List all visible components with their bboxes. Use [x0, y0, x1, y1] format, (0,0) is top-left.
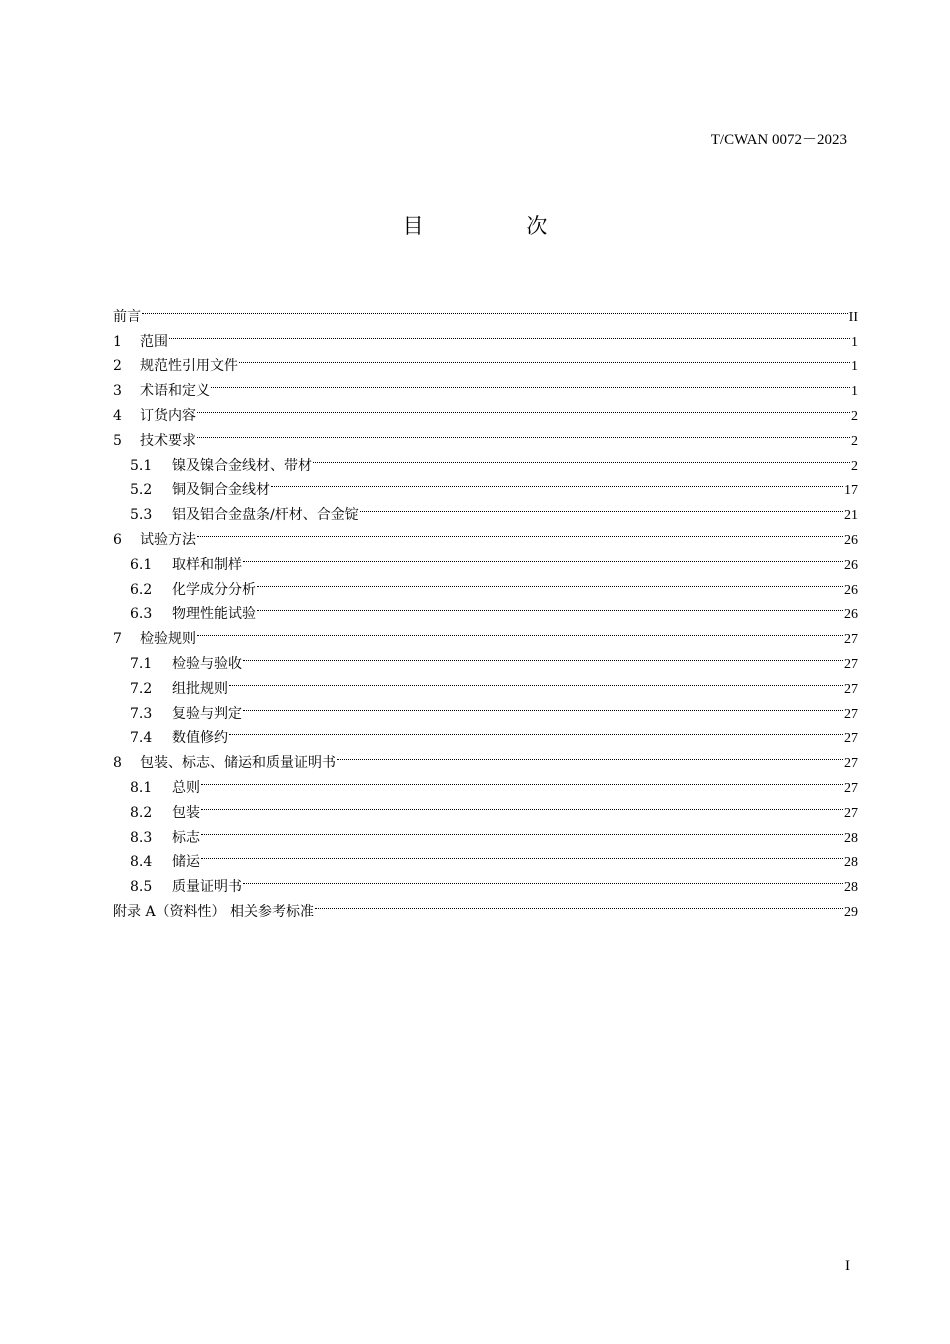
toc-entry-page: 26 — [844, 607, 858, 623]
toc-entry[interactable] — [113, 544, 858, 573]
toc-entry-number: 7.4 — [130, 730, 153, 747]
toc-entry-page: 28 — [844, 830, 858, 846]
toc-entry-number: 8.3 — [130, 829, 153, 846]
toc-entry-label: 规范性引用文件 — [140, 358, 238, 375]
toc-entry-number: 2 — [113, 358, 122, 375]
toc-entry-label: 数值修约 — [172, 730, 228, 747]
toc-entry-label: 前言 — [113, 308, 141, 325]
toc-entry-page: 26 — [844, 532, 858, 548]
toc-entry-page: 28 — [844, 880, 858, 896]
toc-entry-label: 铝及铝合金盘条/杆材、合金锭 — [172, 507, 359, 524]
toc-entry-label: 组批规则 — [172, 680, 228, 697]
toc-entry-number: 8.1 — [130, 779, 153, 796]
toc-entry-number: 4 — [113, 407, 122, 424]
toc-entry-label: 术语和定义 — [140, 383, 210, 400]
toc-dot-leader — [201, 817, 843, 842]
toc-entry[interactable] — [113, 321, 858, 350]
toc-entry-label: 取样和制样 — [172, 556, 242, 573]
toc-dot-leader — [201, 767, 843, 792]
toc-entry-number: 1 — [113, 333, 122, 350]
toc-entry-number: 5 — [113, 432, 122, 449]
toc-entry-number: 5.2 — [130, 482, 153, 499]
toc-entry-page: 26 — [844, 557, 858, 573]
toc-entry-page: 2 — [851, 458, 858, 474]
toc-entry-page: 27 — [844, 780, 858, 796]
toc-entry-page: 27 — [844, 632, 858, 648]
toc-entry[interactable] — [113, 420, 858, 449]
toc-entry-label: 化学成分分析 — [172, 581, 256, 598]
toc-entry-number: 6.3 — [130, 606, 153, 623]
toc-dot-leader — [243, 866, 843, 891]
toc-entry[interactable] — [113, 842, 858, 871]
toc-entry-label: 总则 — [172, 779, 200, 796]
toc-dot-leader — [257, 594, 843, 619]
toc-dot-leader — [211, 370, 850, 395]
toc-dot-leader — [197, 395, 850, 420]
toc-dot-leader — [201, 842, 843, 867]
toc-entry-number: 7.1 — [130, 655, 153, 672]
toc-entry-page: 27 — [844, 656, 858, 672]
toc-dot-leader — [201, 792, 843, 817]
toc-entry-page: 2 — [851, 433, 858, 449]
toc-entry[interactable] — [113, 866, 858, 896]
toc-entry-number: 7.2 — [130, 680, 153, 697]
toc-entry-number: 5.1 — [130, 457, 153, 474]
toc-entry-page: 27 — [844, 756, 858, 772]
toc-entry-number: 8.4 — [130, 854, 153, 871]
toc-dot-leader — [271, 470, 843, 495]
toc-entry-number: 6 — [113, 531, 122, 548]
toc-entry-number: 6.2 — [130, 581, 153, 598]
toc-dot-leader — [169, 321, 850, 346]
toc-entry-page: 27 — [844, 706, 858, 722]
toc-entry-number: 5.3 — [130, 507, 153, 524]
toc-entry-label: 检验规则 — [140, 631, 196, 648]
toc-entry-page: 17 — [844, 483, 858, 499]
toc-entry-label: 订货内容 — [140, 407, 196, 424]
toc-entry-number: 8.2 — [130, 804, 153, 821]
toc-dot-leader — [142, 296, 848, 321]
toc-entry-label: 检验与验收 — [172, 655, 242, 672]
toc-entry[interactable] — [113, 618, 858, 648]
toc-entry-page: 2 — [851, 408, 858, 424]
toc-dot-leader — [337, 742, 843, 767]
toc-dot-leader — [239, 346, 850, 371]
toc-title: 目 次 — [402, 214, 596, 238]
toc-entry[interactable] — [113, 395, 858, 424]
page-number: I — [845, 1258, 850, 1274]
toc-entry-label: 铜及铜合金线材 — [172, 482, 270, 499]
toc-entry-label: 包装、标志、储运和质量证明书 — [140, 755, 336, 772]
toc-entry[interactable] — [113, 792, 858, 821]
toc-entry-label: 技术要求 — [140, 432, 196, 449]
toc-dot-leader — [257, 569, 843, 594]
toc-entry-label: 储运 — [172, 854, 200, 871]
toc-entry-page: 29 — [844, 904, 858, 920]
toc-entry-label: 包装 — [172, 804, 200, 821]
toc-entry-page: 27 — [844, 805, 858, 821]
toc-dot-leader — [197, 618, 843, 643]
toc-dot-leader — [243, 693, 843, 718]
toc-entry-label: 标志 — [172, 829, 200, 846]
toc-entry-page: 1 — [851, 384, 858, 400]
toc-entry-number: 7 — [113, 631, 122, 648]
toc-entry-page: 27 — [844, 681, 858, 697]
toc-entry-number: 7.3 — [130, 705, 153, 722]
toc-dot-leader — [229, 668, 843, 693]
toc-entry-number: 3 — [113, 383, 122, 400]
document-code: T/CWAN 0072－2023 — [710, 132, 847, 148]
toc-dot-leader — [243, 643, 843, 668]
toc-entry[interactable] — [113, 370, 858, 400]
toc-entry-label: 物理性能试验 — [172, 606, 256, 623]
toc-list — [113, 296, 858, 920]
toc-entry-number: 8 — [113, 755, 122, 772]
toc-dot-leader — [360, 494, 843, 519]
toc-entry-number: 8.5 — [130, 879, 153, 896]
toc-dot-leader — [197, 519, 843, 544]
toc-entry-number: 6.1 — [130, 556, 153, 573]
toc-entry-page: 1 — [851, 334, 858, 350]
toc-entry-page: 1 — [851, 359, 858, 375]
toc-entry[interactable] — [113, 346, 858, 375]
toc-entry-page: 21 — [844, 508, 858, 524]
toc-dot-leader — [197, 420, 850, 445]
toc-entry-label: 范围 — [140, 333, 168, 350]
toc-entry[interactable] — [113, 519, 858, 548]
toc-entry-label: 质量证明书 — [172, 879, 242, 896]
toc-entry-page: II — [848, 309, 858, 325]
toc-entry[interactable] — [113, 817, 858, 846]
toc-entry[interactable] — [113, 767, 858, 796]
toc-dot-leader — [315, 891, 843, 916]
toc-entry-page: 27 — [844, 731, 858, 747]
toc-dot-leader — [313, 445, 850, 470]
toc-entry-label: 镍及镍合金线材、带材 — [172, 457, 312, 474]
toc-entry[interactable] — [113, 296, 858, 325]
toc-entry-label: 复验与判定 — [172, 705, 242, 722]
toc-entry-page: 26 — [844, 582, 858, 598]
toc-entry-label: 试验方法 — [140, 531, 196, 548]
toc-entry-label: 附录 A（资料性） 相关参考标准 — [113, 903, 315, 920]
toc-entry[interactable] — [113, 643, 858, 672]
toc-entry[interactable] — [113, 445, 858, 474]
toc-dot-leader — [229, 718, 843, 743]
toc-entry-page: 28 — [844, 855, 858, 871]
toc-dot-leader — [243, 544, 843, 569]
